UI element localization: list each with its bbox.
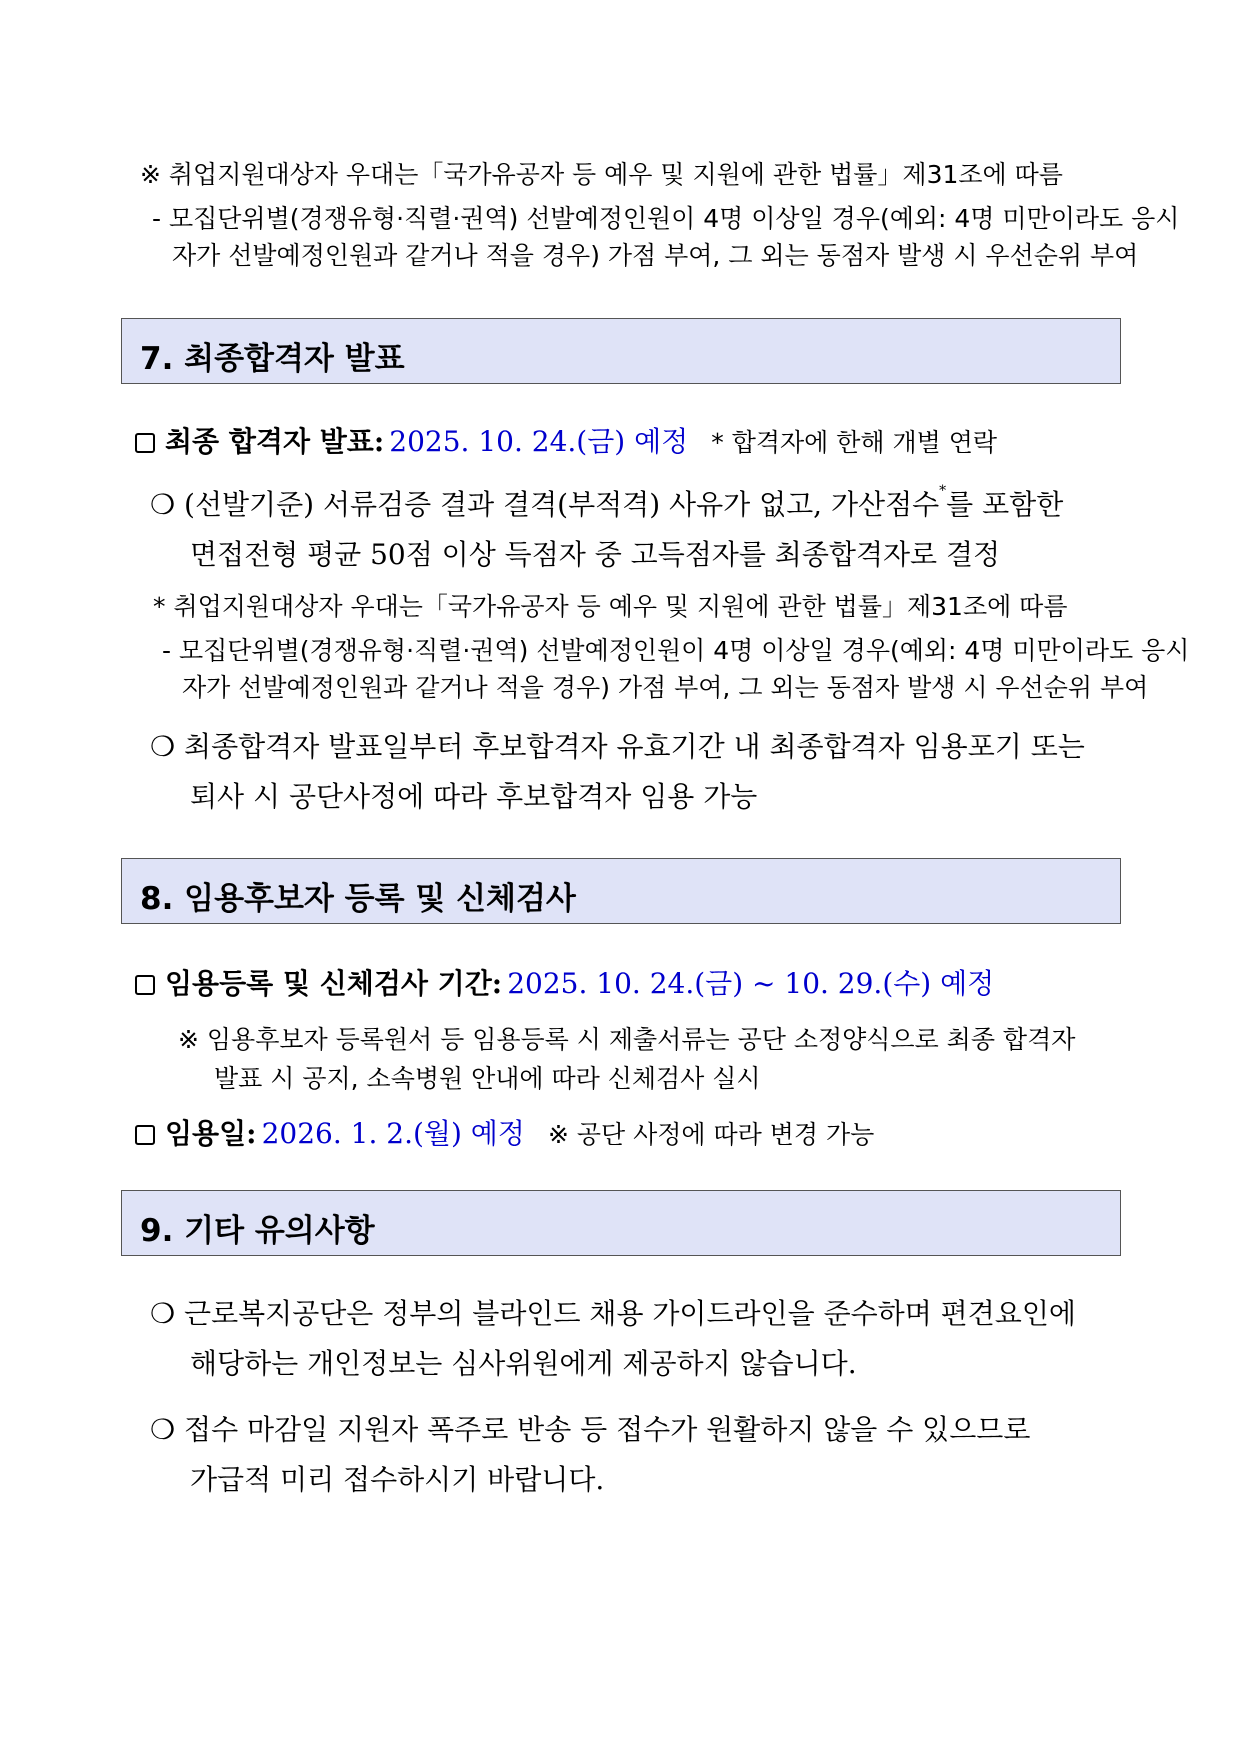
empty-square-icon xyxy=(135,975,155,995)
hollow-circle-icon: ❍ xyxy=(150,1297,176,1330)
s7-dash-line2: 자가 선발예정인원과 같거나 적을 경우) 가점 부여, 그 외는 동점자 발생 시 우선순위 부여 xyxy=(182,673,1149,702)
s7-dash-line1: - 모집단위별(경쟁유형·직렬·권역) 선발예정인원이 4명 이상일 경우(예외: 4명 미만이라도 응시 xyxy=(162,636,1190,665)
s9-bullet1-line2: 해당하는 개인정보는 심사위원에게 제공하지 않습니다. xyxy=(190,1347,857,1380)
section8-header xyxy=(121,858,1121,924)
s9-bullet2-line2: 가급적 미리 접수하시기 바랍니다. xyxy=(190,1463,605,1496)
section9-title: 9. 기타 유의사항 xyxy=(140,1213,375,1249)
s7-bullet2-line2: 퇴사 시 공단사정에 따라 후보합격자 임용 가능 xyxy=(190,780,758,813)
section9-header xyxy=(121,1190,1121,1256)
s7-bullet2-line1: ❍ 최종합격자 발표일부터 후보합격자 유효기간 내 최종합격자 임용포기 또는 xyxy=(150,730,1085,763)
appointment-label: 임용일: xyxy=(165,1117,257,1150)
hollow-circle-icon: ❍ xyxy=(150,1413,176,1446)
section8-title: 8. 임용후보자 등록 및 신체검사 xyxy=(140,881,576,917)
section7-title: 7. 최종합격자 발표 xyxy=(140,341,405,377)
registration-date: 2025. 10. 24.(금) ~ 10. 29.(수) 예정 xyxy=(507,967,995,1000)
appointment-line xyxy=(135,1112,874,1152)
registration-label: 임용등록 및 신체검사 기간: xyxy=(165,967,503,1000)
hollow-circle-icon: ❍ xyxy=(150,488,176,521)
announce-date: 2025. 10. 24.(금) 예정 xyxy=(389,425,689,458)
intro-dash-line1: - 모집단위별(경쟁유형·직렬·권역) 선발예정인원이 4명 이상일 경우(예외: 4명 미만이라도 응시 xyxy=(152,204,1180,233)
s9-bullet2-line1: ❍ 접수 마감일 지원자 폭주로 반송 등 접수가 원활하지 않을 수 있으므로 xyxy=(150,1413,1031,1446)
announce-line xyxy=(135,420,997,460)
announce-note: * 합격자에 한해 개별 연락 xyxy=(711,428,998,457)
s7-star-note: * 취업지원대상자 우대는「국가유공자 등 예우 및 지원에 관한 법률」제31조에 따름 xyxy=(153,592,1068,621)
hollow-circle-icon: ❍ xyxy=(150,730,176,763)
registration-note-line2: 발표 시 공지, 소속병원 안내에 따라 신체검사 실시 xyxy=(214,1064,761,1093)
s7-bullet1-line2: 면접전형 평균 50점 이상 득점자 중 고득점자를 최종합격자로 결정 xyxy=(190,538,1001,571)
announce-label: 최종 합격자 발표: xyxy=(165,425,385,458)
s9-bullet1-line1: ❍ 근로복지공단은 정부의 블라인드 채용 가이드라인을 준수하며 편견요인에 xyxy=(150,1297,1076,1330)
appointment-date: 2026. 1. 2.(월) 예정 xyxy=(261,1117,525,1150)
empty-square-icon xyxy=(135,433,155,453)
empty-square-icon xyxy=(135,1125,155,1145)
registration-note-line1: ※ 임용후보자 등록원서 등 임용등록 시 제출서류는 공단 소정양식으로 최종 합격자 xyxy=(178,1025,1076,1054)
s7-bullet1-line1: ❍ (선발기준) 서류검증 결과 결격(부적격) 사유가 없고, 가산점수*를 포함한 xyxy=(150,483,1064,521)
registration-line xyxy=(135,962,994,1002)
intro-dash-line2: 자가 선발예정인원과 같거나 적을 경우) 가점 부여, 그 외는 동점자 발생 시 우선순위 부여 xyxy=(172,241,1139,270)
appointment-note: ※ 공단 사정에 따라 변경 가능 xyxy=(547,1120,875,1149)
intro-note: ※ 취업지원대상자 우대는「국가유공자 등 예우 및 지원에 관한 법률」제31조에 따름 xyxy=(140,160,1063,189)
section7-header xyxy=(121,318,1121,384)
